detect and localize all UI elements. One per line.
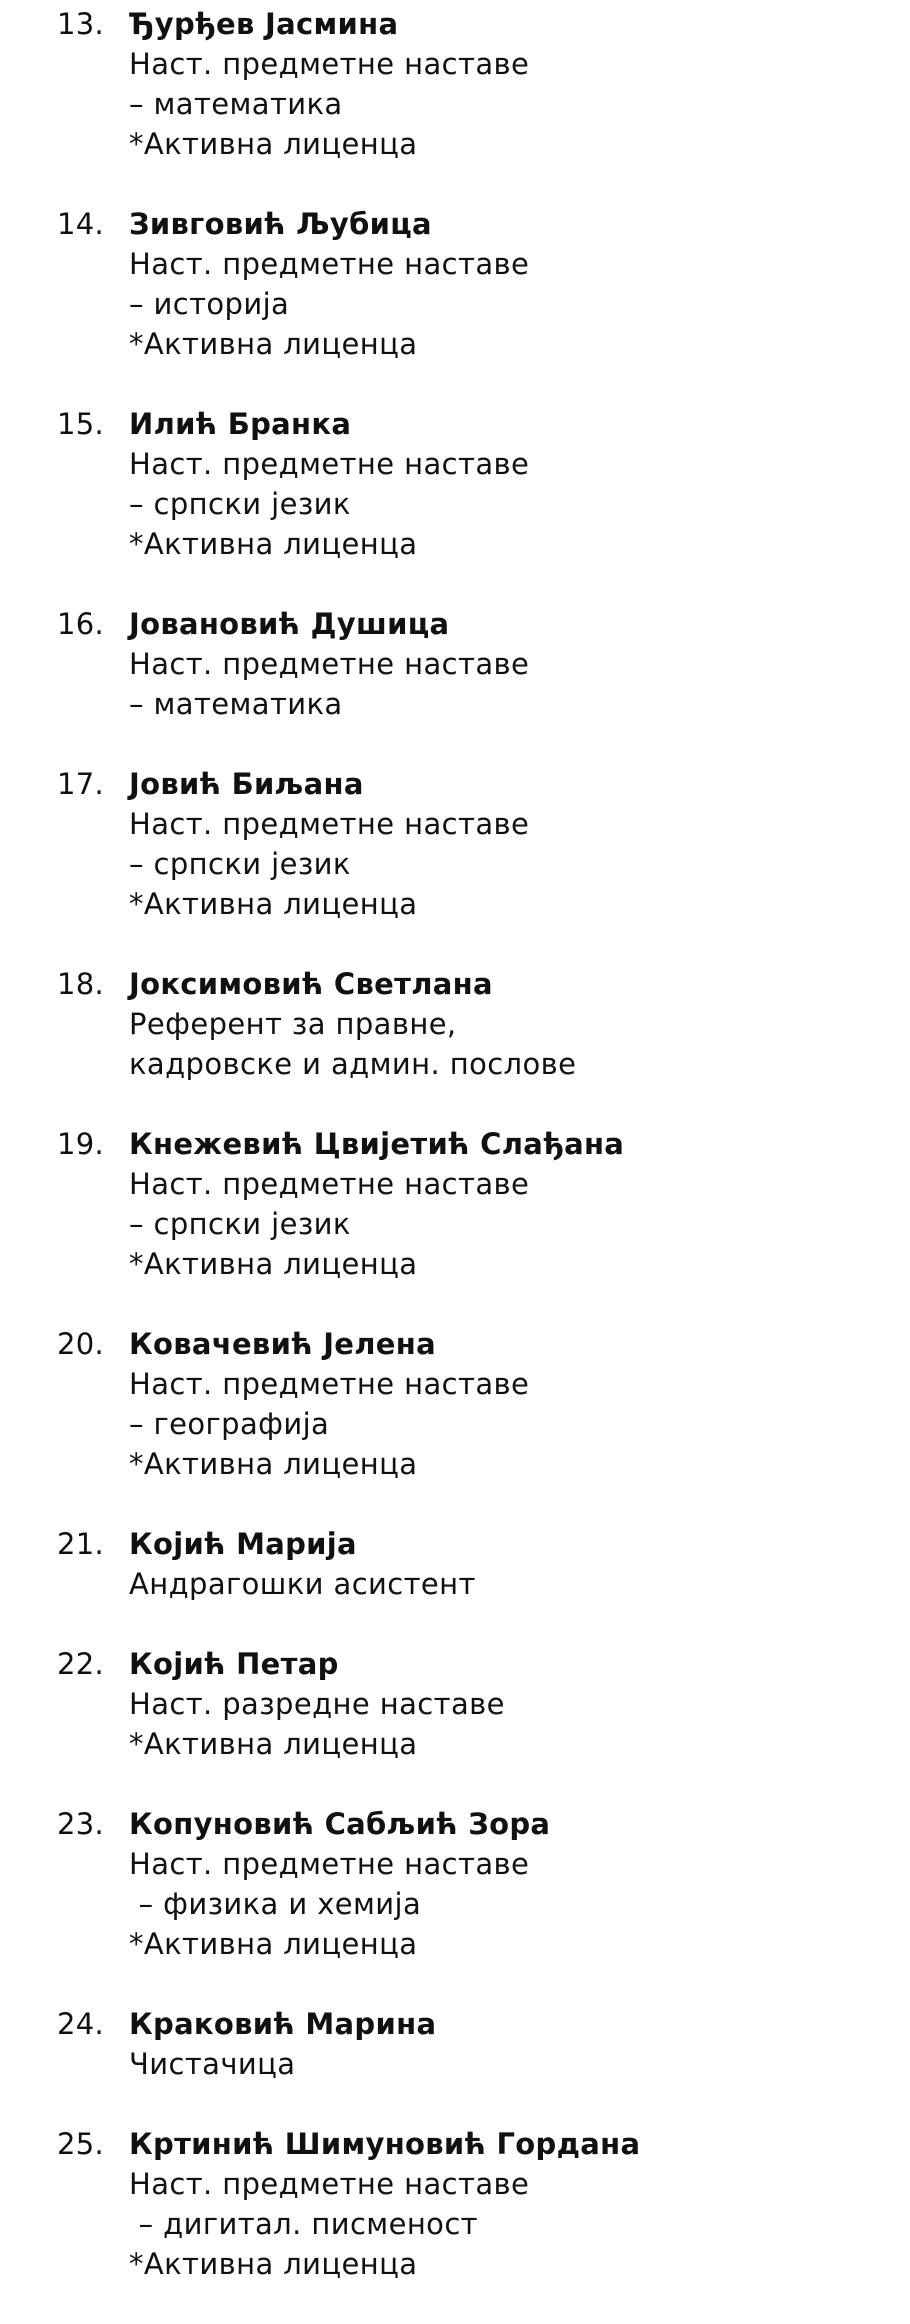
entry-number: 24. [56,2007,104,2041]
list-item [0,1804,910,2004]
staff-name: Којић Петар [129,1647,339,1681]
list-item [0,1524,910,1644]
entry-number: 22. [56,1647,104,1681]
entry-number: 14. [56,207,104,241]
staff-name: Ковачевић Јелена [129,1327,436,1361]
entry-body [129,2004,889,2084]
staff-name: Јовић Биљана [129,767,364,801]
staff-name: Јоксимовић Светлана [129,967,493,1001]
staff-role-line: Наст. предметне наставе [129,247,530,281]
staff-role-line: *Активна лиценца [129,127,418,161]
entry-body [129,764,889,924]
staff-role-line: кадровске и админ. послове [129,1047,577,1081]
staff-role-line: Наст. предметне наставе [129,47,530,81]
staff-name: Копуновић Сабљић Зора [129,1807,551,1841]
list-item [0,4,910,204]
entry-number: 18. [56,967,104,1001]
list-item [0,2124,910,2324]
staff-role-line: *Активна лиценца [129,1447,418,1481]
entry-body [129,2124,889,2284]
entry-body [129,1324,889,1484]
staff-role-line: – српски језик [129,1207,351,1241]
entry-body [129,404,889,564]
staff-role-line: Наст. предметне наставе [129,447,530,481]
list-item [0,404,910,604]
entry-number: 21. [56,1527,104,1561]
staff-role-line: – географија [129,1407,330,1441]
staff-role-line: Наст. предметне наставе [129,2167,530,2201]
staff-role-line: Наст. предметне наставе [129,807,530,841]
staff-role-line: – математика [129,87,343,121]
staff-role-line: Наст. предметне наставе [129,647,530,681]
entry-number: 25. [56,2127,104,2161]
entry-body [129,1804,889,1964]
staff-role-line: *Активна лиценца [129,527,418,561]
entry-body [129,4,889,164]
staff-role-line: *Активна лиценца [129,1927,418,1961]
entry-number: 23. [56,1807,104,1841]
staff-role-line: – дигитал. писменост [129,2207,478,2241]
staff-role-line: – физика и хемија [129,1887,422,1921]
staff-role-line: – историја [129,287,290,321]
entry-number: 20. [56,1327,104,1361]
list-item [0,964,910,1124]
staff-role-line: *Активна лиценца [129,1247,418,1281]
entry-number: 16. [56,607,104,641]
staff-role-line: *Активна лиценца [129,327,418,361]
staff-role-line: *Активна лиценца [129,2247,418,2281]
entry-body [129,1124,889,1284]
staff-role-line: – српски језик [129,487,351,521]
staff-name: Краковић Марина [129,2007,437,2041]
entry-number: 17. [56,767,104,801]
list-item [0,1124,910,1324]
staff-name: Ђурђев Јасмина [129,7,399,41]
staff-role-line: Чистачица [129,2047,296,2081]
entry-body [129,1524,889,1604]
staff-role-line: Наст. предметне наставе [129,1367,530,1401]
staff-role-line: Наст. разредне наставе [129,1687,505,1721]
staff-name: Јовановић Душица [129,607,450,641]
staff-role-line: *Активна лиценца [129,1727,418,1761]
entry-body [129,964,889,1084]
entry-number: 19. [56,1127,104,1161]
staff-role-line: Наст. предметне наставе [129,1847,530,1881]
entry-number: 13. [56,7,104,41]
staff-role-line: Андрагошки асистент [129,1567,476,1601]
list-item [0,2004,910,2124]
entry-body [129,604,889,724]
staff-name: Којић Марија [129,1527,357,1561]
staff-name: Зивговић Љубица [129,207,432,241]
list-item [0,1644,910,1804]
list-item [0,204,910,404]
entry-body [129,204,889,364]
staff-role-line: Наст. предметне наставе [129,1167,530,1201]
staff-role-line: – српски језик [129,847,351,881]
entry-body [129,1644,889,1764]
staff-role-line: – математика [129,687,343,721]
list-item [0,764,910,964]
staff-name: Кртинић Шимуновић Гордана [129,2127,641,2161]
list-item [0,1324,910,1524]
list-item [0,604,910,764]
staff-role-line: Референт за правне, [129,1007,457,1041]
staff-role-line: *Активна лиценца [129,887,418,921]
entry-number: 15. [56,407,104,441]
staff-name: Илић Бранка [129,407,352,441]
staff-name: Кнежевић Цвијетић Слађана [129,1127,625,1161]
